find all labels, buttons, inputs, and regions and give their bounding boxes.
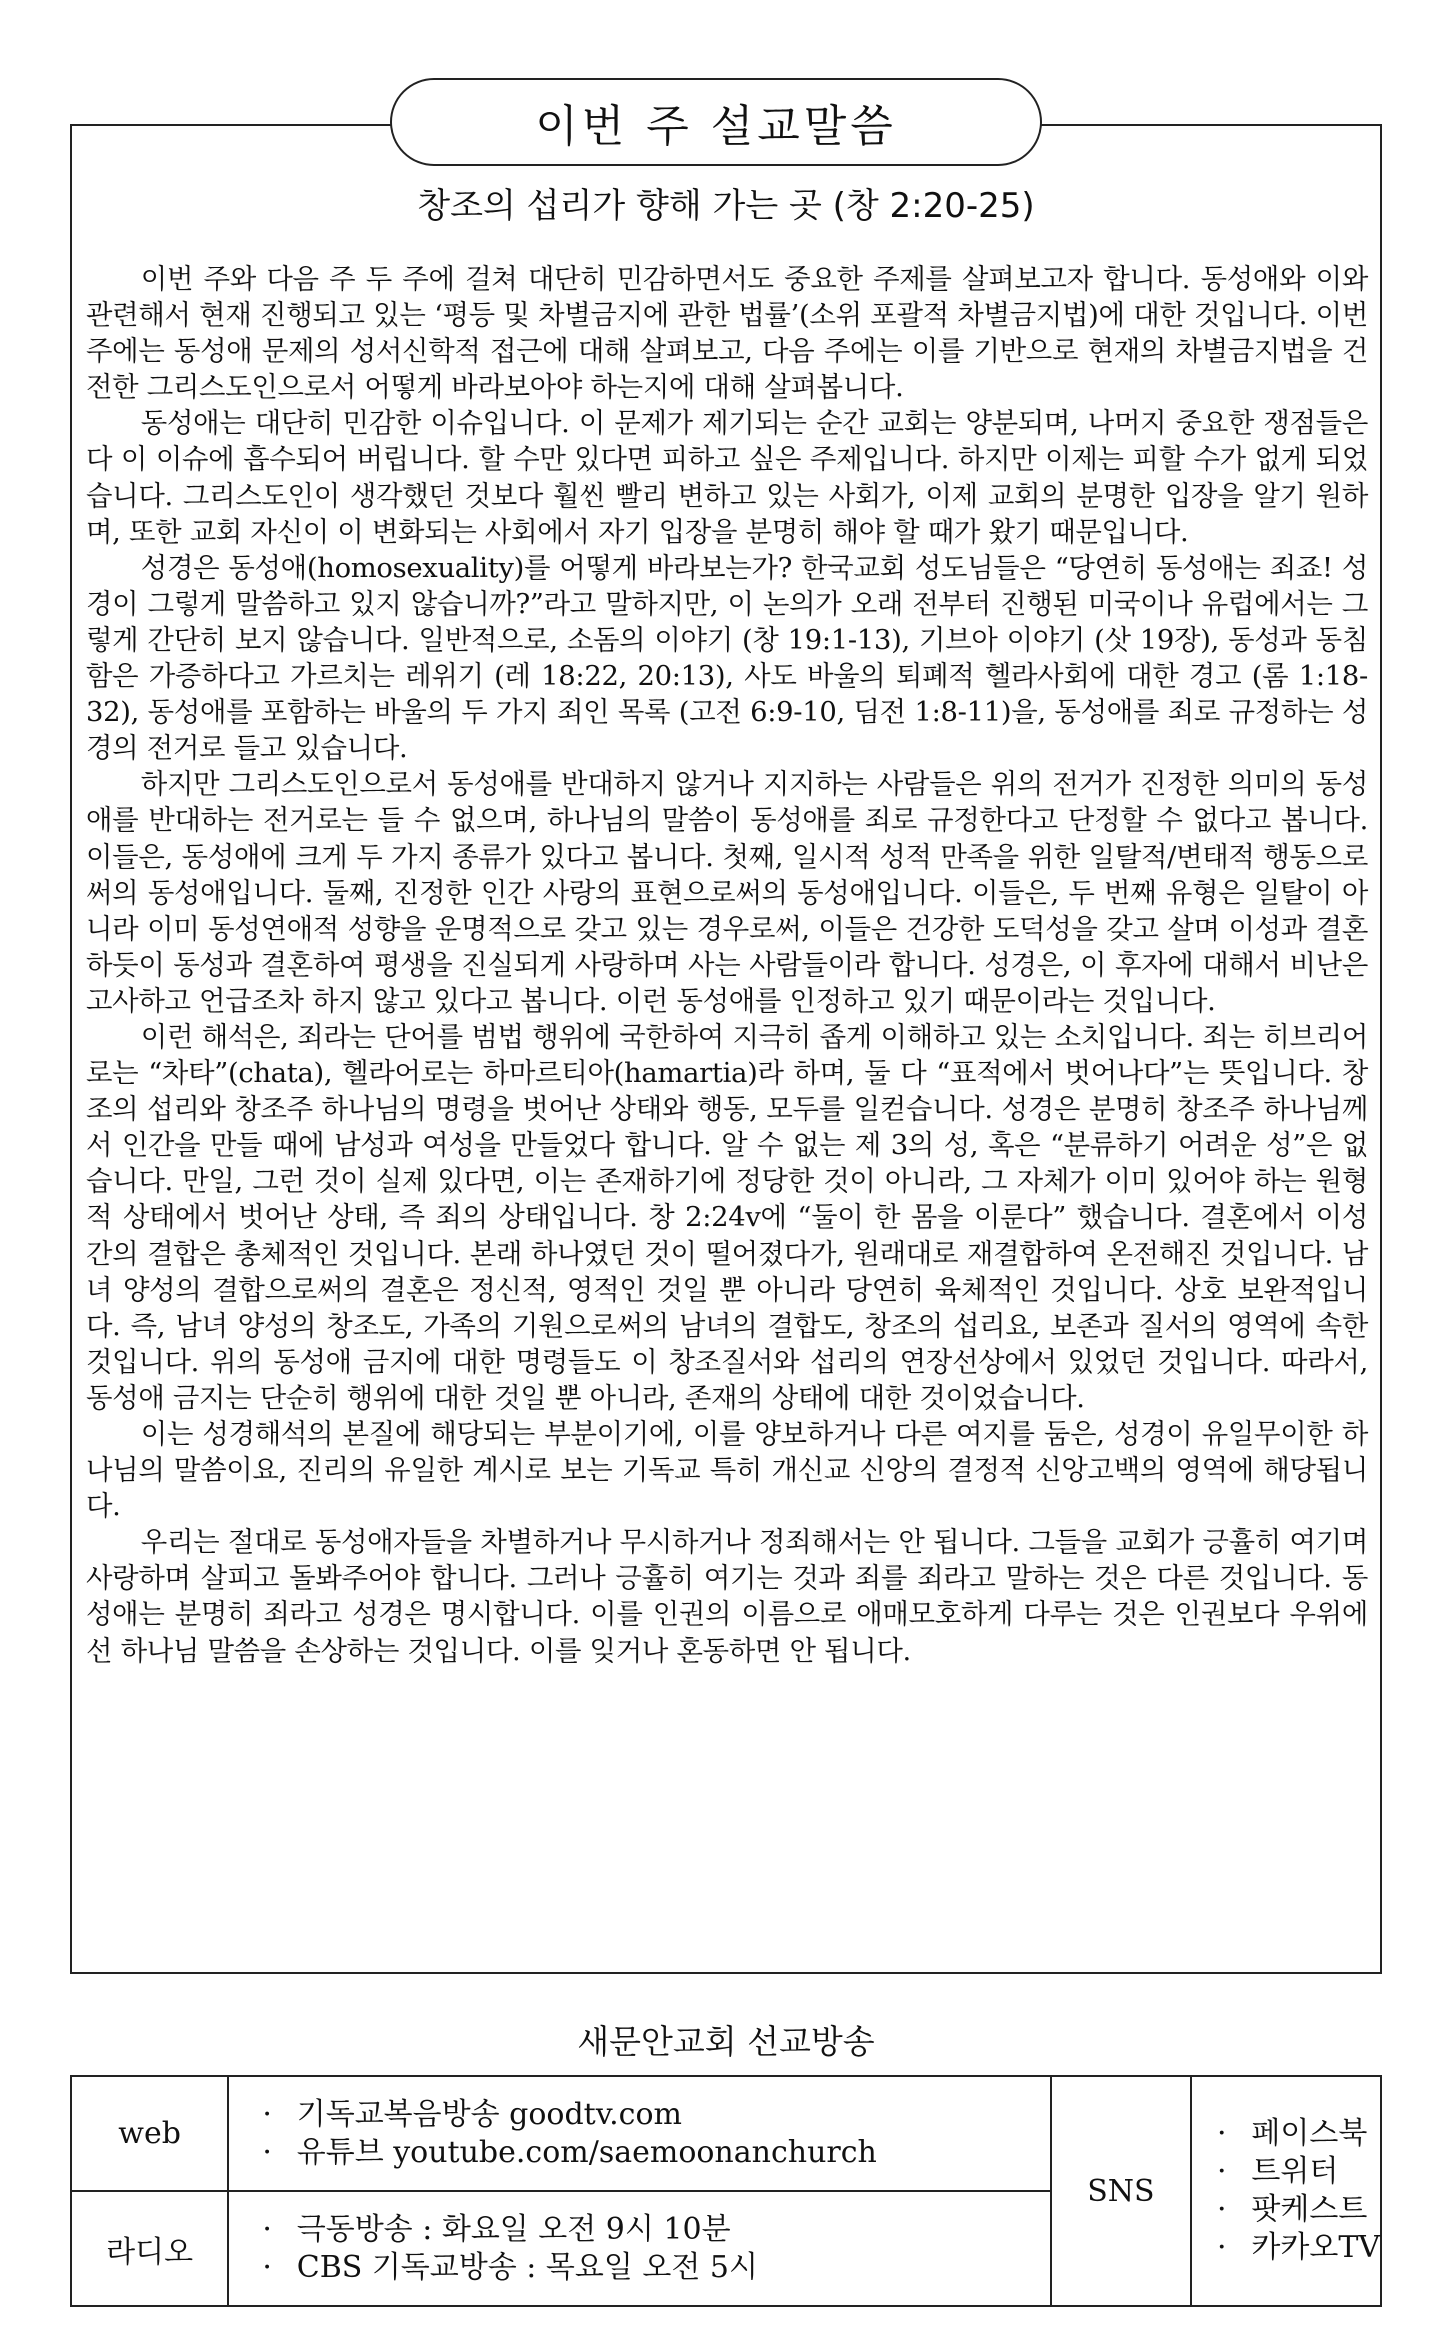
radio-label: 라디오 [71, 2191, 228, 2306]
bullet-icon: · [262, 2096, 272, 2132]
bullet-icon: · [1217, 2154, 1227, 2189]
radio-item-febc: 극동방송 : 화요일 오전 9시 10분 [296, 2211, 731, 2247]
sns-item-kakaotv: 카카오TV [1251, 2230, 1380, 2265]
sns-item-facebook: 페이스북 [1251, 2116, 1368, 2151]
table-row [71, 2076, 1381, 2191]
web-label: web [71, 2076, 228, 2191]
sermon-paragraph: 이번 주와 다음 주 두 주에 걸쳐 대단히 민감하면서도 중요한 주제를 살펴보고자 합니다. 동성애와 이와 관련해서 현재 진행되고 있는 ‘평등 및 차별금지에 관한 법률’(소위 포괄적 차별금지법)에 대한 것입니다. 이번 주에는 동성애 문제의 성서신학적 접근에 대해 살펴보고, 다음 주에는 이를 기반으로 현재의 차별금지법을 건전한 그리스도인으로서 어떻게 바라보아야 하는지에 대해 살펴봅니다. [86, 264, 1368, 404]
radio-item-cbs: CBS 기독교방송 : 목요일 오전 5시 [296, 2249, 758, 2285]
list-item [247, 2134, 1050, 2172]
radio-list [228, 2191, 1051, 2306]
web-item-goodtv: 기독교복음방송 goodtv.com [296, 2096, 682, 2132]
sermon-body [86, 262, 1368, 1670]
list-item [247, 2096, 1050, 2134]
bullet-icon: · [262, 2249, 272, 2285]
web-list [228, 2076, 1051, 2191]
bullet-icon: · [262, 2134, 272, 2170]
sermon-paragraph: 하지만 그리스도인으로서 동성애를 반대하지 않거나 지지하는 사람들은 위의 전거가 진정한 의미의 동성애를 반대하는 전거로는 들 수 없으며, 하나님의 말씀이 동성애를 죄로 규정한다고 단정할 수 없다고 봅니다. 이들은, 동성애에 크게 두 가지 종류가 있다고 봅니다. 첫째, 일시적 성적 만족을 위한 일탈적/변태적 행동으로써의 동성애입니다. 둘째, 진정한 인간 사랑의 표현으로써의 동성애입니다. 이들은, 두 번째 유형은 일탈이 아니라 이미 동성연애적 성향을 운명적으로 갖고 있는 경우로써, 이들은 건강한 도덕성을 갖고 살며 이성과 결혼하듯이 동성과 결혼하여 평생을 진실되게 사랑하며 사는 사람들이라 합니다. 성경은, 이 후자에 대해서 비난은 고사하고 언급조차 하지 않고 있다고 봅니다. 이런 동성애를 인정하고 있기 때문이라는 것입니다. [86, 769, 1368, 1017]
list-item [1202, 2229, 1380, 2267]
sns-item-twitter: 트위터 [1251, 2154, 1339, 2189]
list-item [1202, 2191, 1380, 2229]
page-title: 이번 주 설교말씀 [535, 101, 897, 152]
bullet-icon: · [1217, 2116, 1227, 2151]
bullet-icon: · [262, 2211, 272, 2247]
sermon-paragraph: 우리는 절대로 동성애자들을 차별하거나 무시하거나 정죄해서는 안 됩니다. 그들을 교회가 긍휼히 여기며 사랑하며 살피고 돌봐주어야 합니다. 그러나 긍휼히 여기는 것과 죄를 죄라고 말하는 것은 다른 것입니다. 동성애는 분명히 죄라고 성경은 명시합니다. 이를 인권의 이름으로 애매모호하게 다루는 것은 인권보다 우위에 선 하나님 말씀을 손상하는 것입니다. 이를 잊거나 혼동하면 안 됩니다. [86, 1527, 1368, 1667]
sns-list [1191, 2076, 1381, 2306]
web-item-youtube: 유튜브 youtube.com/saemoonanchurch [296, 2134, 877, 2170]
bullet-icon: · [1217, 2230, 1227, 2265]
sns-item-podcast: 팟케스트 [1251, 2192, 1368, 2227]
list-item [1202, 2153, 1380, 2191]
sermon-paragraph: 성경은 동성애(homosexuality)를 어떻게 바라보는가? 한국교회 성도님들은 “당연히 동성애는 죄죠! 성경이 그렇게 말씀하고 있지 않습니까?”라고 말하지만, 이 논의가 오래 전부터 진행된 미국이나 유럽에서는 그렇게 간단히 보지 않습니다. 일반적으로, 소돔의 이야기 (창 19:1-13), 기브아 이야기 (삿 19장), 동성과 동침함은 가증하다고 가르치는 레위기 (레 18:22, 20:13), 사도 바울의 퇴폐적 헬라사회에 대한 경고 (롬 1:18-32), 동성애를 포함하는 바울의 두 가지 죄인 목록 (고전 6:9-10, 딤전 1:8-11)을, 동성애를 죄로 규정하는 성경의 전거로 들고 있습니다. [86, 552, 1368, 765]
list-item [247, 2249, 1050, 2287]
broadcast-table [70, 2075, 1382, 2307]
list-item [247, 2211, 1050, 2249]
sermon-paragraph: 이는 성경해석의 본질에 해당되는 부분이기에, 이를 양보하거나 다른 여지를 둠은, 성경이 유일무이한 하나님의 말씀이요, 진리의 유일한 계시로 보는 기독교 특히 개신교 신앙의 결정적 신앙고백의 영역에 해당됩니다. [86, 1419, 1368, 1523]
bullet-icon: · [1217, 2192, 1227, 2227]
sermon-paragraph: 동성애는 대단히 민감한 이슈입니다. 이 문제가 제기되는 순간 교회는 양분되며, 나머지 중요한 쟁점들은 다 이 이슈에 흡수되어 버립니다. 할 수만 있다면 피하고 싶은 주제입니다. 하지만 이제는 피할 수가 없게 되었습니다. 그리스도인이 생각했던 것보다 훨씬 빨리 변하고 있는 사회가, 이제 교회의 분명한 입장을 알기 원하며, 또한 교회 자신이 이 변화되는 사회에서 자기 입장을 분명히 해야 할 때가 왔기 때문입니다. [86, 408, 1368, 548]
section-title-badge [390, 78, 1042, 166]
list-item [1202, 2115, 1380, 2153]
sermon-subtitle: 창조의 섭리가 향해 가는 곳 (창 2:20-25) [417, 186, 1035, 226]
sermon-paragraph: 이런 해석은, 죄라는 단어를 범법 행위에 국한하여 지극히 좁게 이해하고 있는 소치입니다. 죄는 히브리어로는 “차타”(chata), 헬라어로는 하마르티아(hamartia)라 하며, 둘 다 “표적에서 벗어나다”는 뜻입니다. 창조의 섭리와 창조주 하나님의 명령을 벗어난 상태와 행동, 모두를 일컫습니다. 성경은 분명히 창조주 하나님께서 인간을 만들 때에 남성과 여성을 만들었다 합니다. 알 수 없는 제 3의 성, 혹은 “분류하기 어려운 성”은 없습니다. 만일, 그런 것이 실제 있다면, 이는 존재하기에 정당한 것이 아니라, 그 자체가 이미 있어야 하는 원형적 상태에서 벗어난 상태, 즉 죄의 상태입니다. 창 2:24v에 “둘이 한 몸을 이룬다” 했습니다. 결혼에서 이성 간의 결합은 총체적인 것입니다. 본래 하나였던 것이 떨어졌다가, 원래대로 재결합하여 온전해진 것입니다. 남녀 양성의 결합으로써의 결혼은 정신적, 영적인 것일 뿐 아니라 당연히 육체적인 것입니다. 상호 보완적입니다. 즉, 남녀 양성의 창조도, 가족의 기원으로써의 남녀의 결합도, 창조의 섭리요, 보존과 질서의 영역에 속한 것입니다. 위의 동성애 금지에 대한 명령들도 이 창조질서와 섭리의 연장선상에서 있었던 것입니다. 따라서, 동성애 금지는 단순히 행위에 대한 것일 뿐 아니라, 존재의 상태에 대한 것이었습니다. [86, 1021, 1368, 1414]
broadcast-heading: 새문안교회 선교방송 [577, 2022, 875, 2061]
sns-label: SNS [1051, 2076, 1191, 2306]
